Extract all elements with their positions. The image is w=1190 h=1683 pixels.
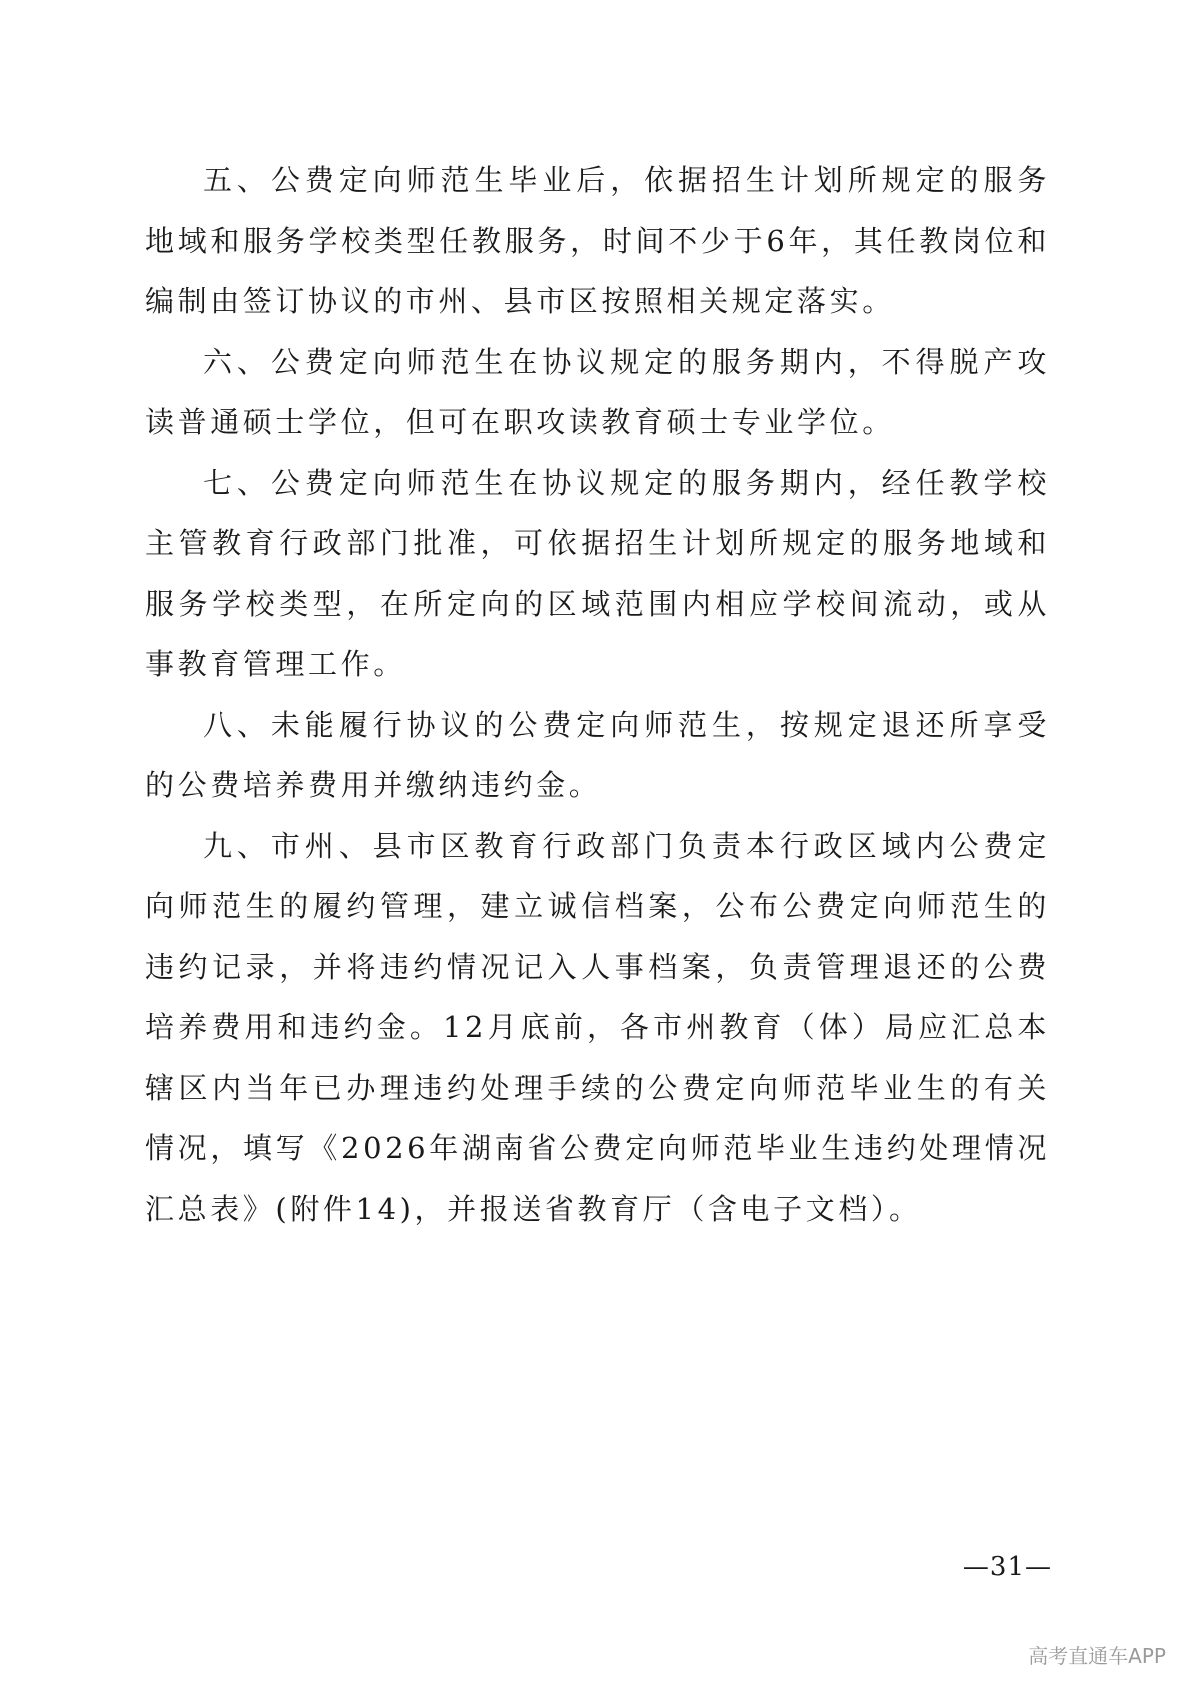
paragraph-8: 八、未能履行协议的公费定向师范生，按规定退还所享受的公费培养费用并缴纳违约金。 xyxy=(145,707,1050,802)
paragraph-7: 七、公费定向师范生在协议规定的服务期内，经任教学校主管教育行政部门批准，可依据招生计划所规定的服务地域和服务学校类型，在所定向的区域范围内相应学校间流动，或从事教育管理工作。 xyxy=(145,465,1050,681)
paragraph-9: 九、市州、县市区教育行政部门负责本行政区域内公费定向师范生的履约管理，建立诚信档案，公布公费定向师范生的违约记录，并将违约情况记入人事档案，负责管理退还的公费培养费用和违约金。12月底前，各市州教育（体）局应汇总本辖区内当年已办理违约处理手续的公费定向师范毕业生的有关情况，填写《2026年湖南省公费定向师范毕业生违约处理情况汇总表》(附件14)，并报送省教育厅（含电子文档）。 xyxy=(145,828,1050,1226)
page-number: —31— xyxy=(962,1552,1052,1582)
watermark: 高考直通车APP xyxy=(1028,1644,1166,1668)
paragraph-5: 五、公费定向师范生毕业后，依据招生计划所规定的服务地域和服务学校类型任教服务，时间不少于6年，其任教岗位和编制由签订协议的市州、县市区按照相关规定落实。 xyxy=(145,163,1050,318)
paragraph-6: 六、公费定向师范生在协议规定的服务期内，不得脱产攻读普通硕士学位，但可在职攻读教育硕士专业学位。 xyxy=(145,344,1050,439)
document-body xyxy=(145,150,1050,1239)
